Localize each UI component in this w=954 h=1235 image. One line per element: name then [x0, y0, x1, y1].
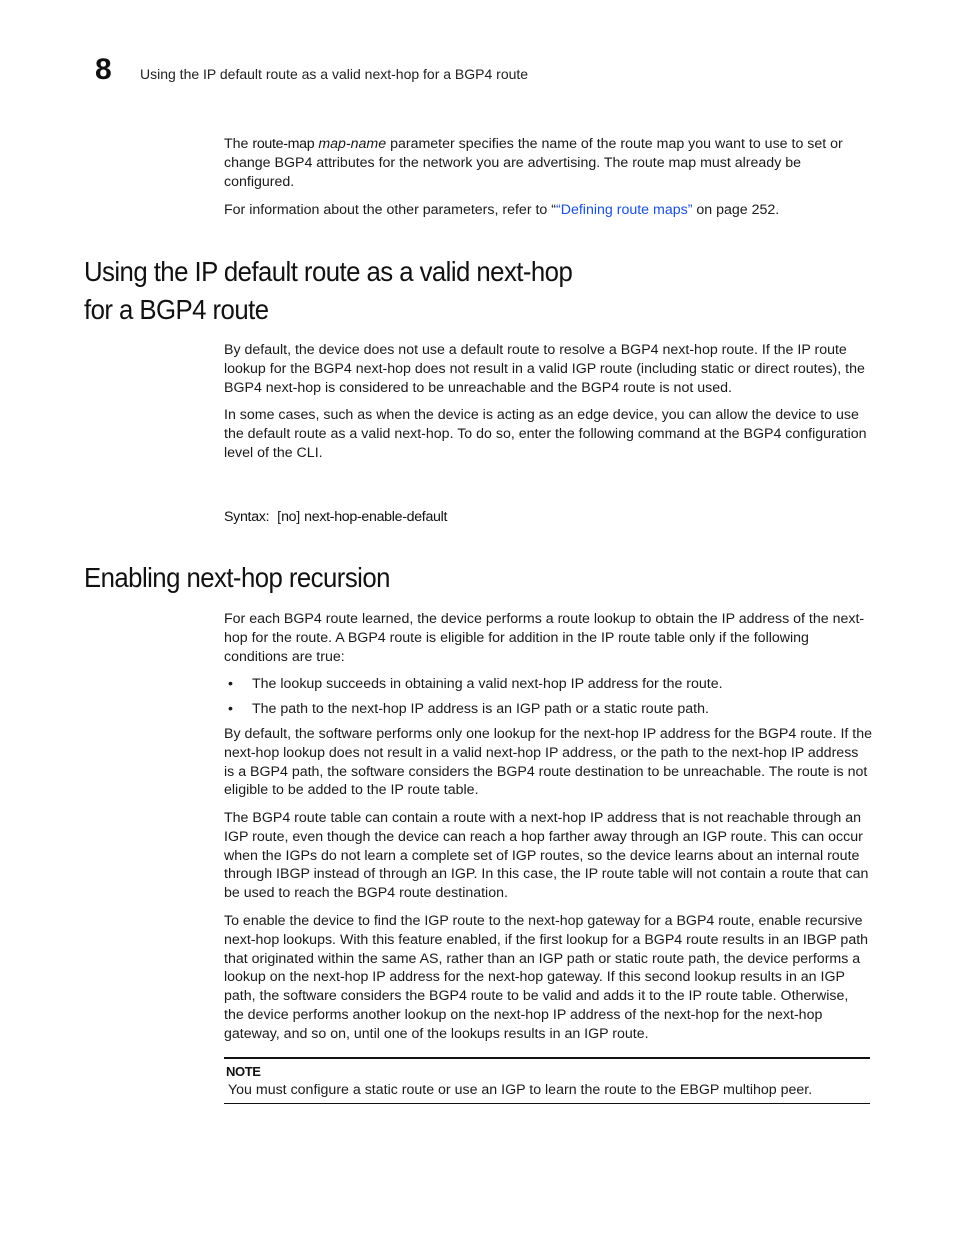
syntax-close-bracket: ]	[296, 509, 301, 525]
syntax-label: Syntax:	[224, 509, 270, 525]
section-heading-default-route	[84, 253, 572, 329]
intro-lead: The	[224, 136, 253, 152]
intro-paragraph-1	[224, 135, 872, 191]
bullet-glyph: •	[228, 700, 233, 717]
note-label: NOTE	[226, 1064, 261, 1079]
recursion-paragraph-3: The BGP4 route table can contain a route with a next-hop IP address that is not reachable through an IGP route, even though the device can reach a hop farther away through an IGP route. This can occur when the IGPs do not learn a complete set of IGP routes, so the device learns about an internal route through IBGP instead of through an IGP. In this case, the IP route table will not contain a route that can be used to reach the BGP4 route destination.	[224, 810, 869, 902]
syntax-command: next-hop-enable-default	[304, 509, 448, 525]
syntax-line	[224, 508, 872, 527]
note-box	[224, 1057, 870, 1104]
intro-p1-rest: parameter specifies the name of the route map you want to use to set or change BGP4 attributes for the network you are advertising. The route map must already be configured.	[224, 136, 843, 190]
bullet-glyph: •	[228, 676, 233, 692]
intro-paragraph-2	[224, 201, 872, 220]
section-heading-next-hop-recursion: Enabling next-hop recursion	[84, 562, 390, 593]
defining-route-maps-link[interactable]: “Defining route maps”	[556, 202, 693, 218]
syntax-open-bracket: [	[277, 509, 282, 525]
conditions-list	[224, 675, 872, 725]
default-route-paragraph-1: By default, the device does not use a default route to resolve a BGP4 next-hop route. If the IP route lookup for the BGP4 next-hop does not result in a valid IGP route (including static or direct routes), the BGP4 next-hop is considered to be unreachable and the BGP4 route is not used.	[224, 342, 865, 396]
bullet-text: The path to the next-hop IP address is an IGP path or a static route path.	[252, 700, 709, 717]
default-route-paragraph-2: In some cases, such as when the device is acting as an edge device, you can allow the device to use the default route as a valid next-hop. To do so, enter the following command at the BGP4 configuration level of the CLI.	[224, 407, 867, 461]
recursion-paragraph-1: For each BGP4 route learned, the device performs a route lookup to obtain the IP address of the next-hop for the route. A BGP4 route is eligible for addition in the IP route table only if the following conditions are true:	[224, 611, 865, 665]
list-item	[224, 675, 872, 694]
route-map-keyword: route-map	[252, 136, 315, 152]
syntax-no-keyword: no	[281, 509, 297, 525]
heading-line-1: Using the IP default route as a valid next-hop	[84, 256, 573, 287]
heading-line-2: for a BGP4 route	[84, 294, 269, 325]
recursion-paragraph-2: By default, the software performs only one lookup for the next-hop IP address for the BGP4 route. If the next-hop lookup does not result in a valid next-hop IP address, or the path to the next-hop IP address is a BGP4 path, the software considers the BGP4 route destination to be unreachable. The route is not eligible to be added to the IP route table.	[224, 726, 872, 799]
intro-p2-rest: on page 252.	[692, 202, 780, 218]
recursion-paragraph-4: To enable the device to find the IGP route to the next-hop gateway for a BGP4 route, enable recursive next-hop lookups. With this feature enabled, if the first lookup for a BGP4 route results in an IBGP path that originated within the same AS, rather than an IGP path or static route path, the device performs a lookup on the next-hop IP address for the next-hop gateway. If this second lookup results in an IGP path, the software considers the BGP4 route to be valid and adds it to the IP route table. Otherwise, the device performs another lookup on the next-hop IP address of the next-hop for the next-hop gateway, and so on, until one of the lookups results in an IGP route.	[224, 913, 869, 1042]
list-item	[224, 700, 872, 719]
running-head: Using the IP default route as a valid next-hop for a BGP4 route	[140, 66, 529, 82]
chapter-number: 8	[95, 53, 112, 86]
map-name-param: map-name	[318, 136, 387, 152]
intro-p2-lead: For information about the other parameters, refer to “	[224, 202, 556, 218]
note-text: You must configure a static route or use an IGP to learn the route to the EBGP multihop peer.	[228, 1082, 813, 1098]
bullet-text: The lookup succeeds in obtaining a valid next-hop IP address for the route.	[252, 676, 723, 692]
